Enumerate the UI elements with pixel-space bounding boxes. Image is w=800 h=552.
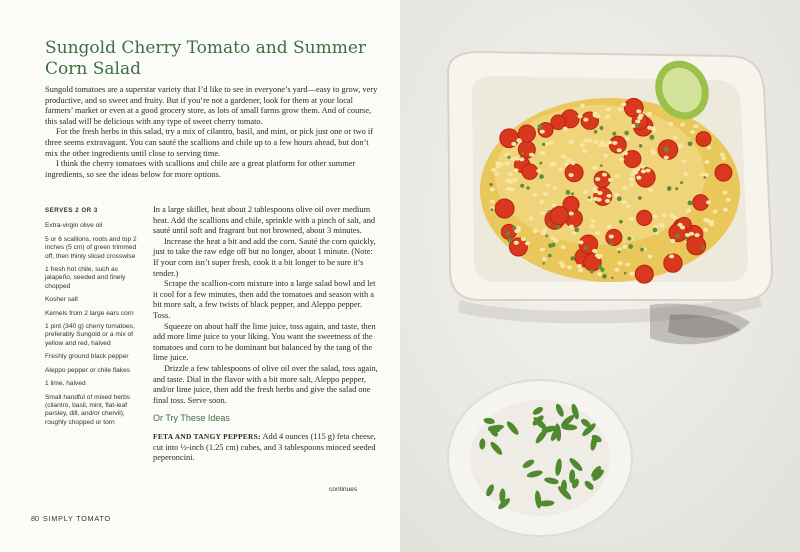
method-steps	[153, 205, 379, 406]
ingredient-item: Kosher salt	[45, 296, 78, 304]
ingredient-item: Kernels from 2 large ears corn	[45, 309, 134, 317]
continues-label: continues	[329, 486, 358, 493]
ingredient-item: Aleppo pepper or chile flakes	[45, 366, 131, 374]
idea-label: FETA AND TANGY PEPPERS:	[153, 432, 261, 441]
ingredient-item: Small handful of mixed herbs (cilantro, basil, mint, flat-leaf parsley, dill, and/or chervil), roughly chopped or torn	[45, 393, 131, 426]
page-footer	[31, 514, 111, 523]
page-number: 80	[31, 514, 39, 523]
ingredient-list	[45, 207, 145, 432]
idea-paragraph	[153, 432, 379, 464]
idea-text: Add 4 ounces (115 g) feta cheese, cut into ½-inch (1.25 cm) cubes, and 3 tablespoons minced seeded peperoncini.	[153, 432, 376, 463]
method-step: Squeeze on about half the lime juice, toss again, and taste, then add more lime juice to your liking. You want the sweetness of the tomatoes and corn to be dominant but balanced by the tang of the lime juice.	[153, 321, 376, 363]
method-step: Drizzle a few tablespoons of olive oil over the salad, toss again, and taste. Dial in the flavor with a bit more salt, Aleppo pepper, and/or lime juice, then add the fresh herbs and give the salad one final toss. Serve soon.	[153, 363, 378, 405]
method-step: Increase the heat a bit and add the corn. Sauté the corn quickly, just to take the raw edge off but no longer, about 1 minute. (Note: If your corn isn’t super fresh, cook it a bit longer to be sure it’s tender.)	[153, 236, 376, 278]
herb-plate	[448, 380, 632, 536]
ingredient-item: 5 or 6 scallions, roots and top 2 inches (5 cm) of green trimmed off, then thinly sliced crosswise	[45, 235, 137, 260]
yield-label: SERVES 2 OR 3	[45, 207, 98, 214]
ingredient-item: Freshly ground black pepper	[45, 353, 129, 361]
ingredient-item: 1 pint (340 g) cherry tomatoes, preferably Sungold or a mix of yellow and red, halved	[45, 323, 135, 347]
ingredient-item: 1 lime, halved	[45, 380, 86, 388]
method-step: In a large skillet, heat about 2 tablespoons olive oil over medium heat. Add the scallions and chile, sprinkle with a pinch of salt, and sauté until soft and fragrant but not browned, about 3 minutes.	[153, 205, 376, 236]
salad-photo	[400, 0, 800, 552]
section-name: SIMPLY TOMATO	[43, 514, 111, 523]
intro-paragraph: For the fresh herbs in this salad, try a mix of cilantro, basil, and mint, or pick just one or two if three seems extravagant. You can sauté the scallions and chile up to a few hours ahead, but don’t mix the other ingredients until close to serving time.	[45, 127, 374, 158]
recipe-title: Sungold Cherry Tomato and Summer Corn Salad	[45, 38, 367, 79]
recipe-intro	[45, 85, 380, 180]
intro-paragraph: I think the cherry tomatoes with scallions and chile are a great platform for other summer ingredients, so see the ideas below for more options.	[45, 159, 356, 179]
ideas-heading: Or Try These Ideas	[153, 413, 230, 423]
ingredient-item: 1 fresh hot chile, such as jalapeño, seeded and finely chopped	[45, 266, 126, 290]
intro-paragraph: Sungold tomatoes are a superstar variety that I’d like to see in everyone’s yard—easy to grow, very productive, and so sweet and fruity. But if you’re not a gardener, look for them at your local farmers’ market or even at a good grocery store, as lots of small farms grow them. And of course, this salad will be delicious with any type of sweet cherry tomato.	[45, 85, 378, 126]
method-step: Scrape the scallion-corn mixture into a large salad bowl and let it cool for a few minutes, then add the tomatoes and season with a bit more salt, a few twists of black pepper, and Aleppo pepper. Toss.	[153, 279, 376, 320]
ingredient-item: Extra-virgin olive oil	[45, 222, 103, 230]
